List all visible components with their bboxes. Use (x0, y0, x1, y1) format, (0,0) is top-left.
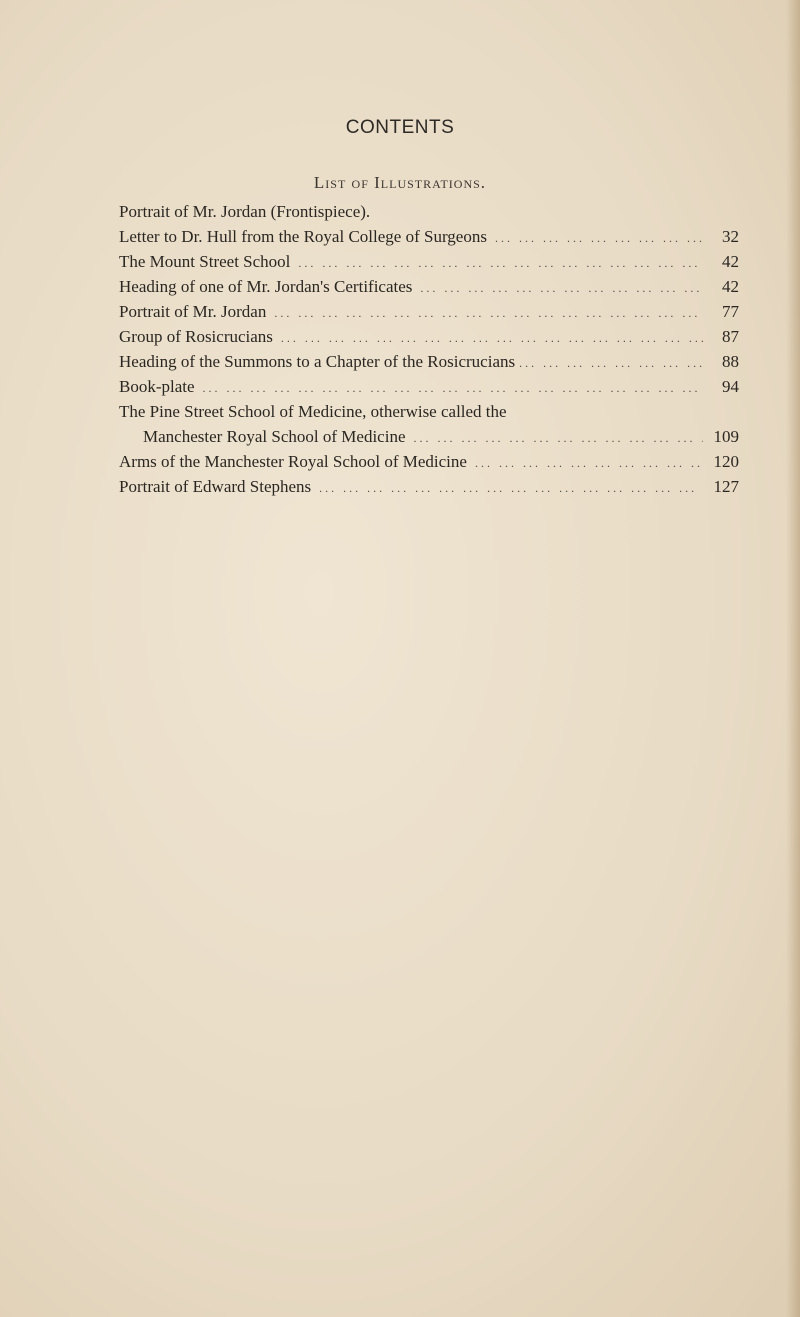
list-item (119, 424, 739, 449)
page-title: CONTENTS (345, 117, 455, 138)
dot-leader (319, 476, 703, 501)
entry-title: Manchester Royal School of Medicine (143, 427, 406, 446)
list-item (119, 399, 739, 424)
list-item (119, 374, 739, 399)
list-item (119, 224, 739, 249)
entry-title: Portrait of Mr. Jordan (119, 302, 267, 321)
entry-title: Portrait of Edward Stephens (119, 477, 312, 496)
entry-title: Arms of the Manchester Royal School of Medicine (119, 452, 467, 471)
entry-page-number: 42 (722, 252, 739, 271)
entry-page-number: 120 (713, 452, 739, 471)
entry-title: Heading of one of Mr. Jordan's Certificates (119, 277, 413, 296)
dot-leader (281, 326, 703, 351)
list-item (119, 199, 739, 224)
entry-page-number: 32 (722, 227, 739, 246)
dot-leader (519, 351, 703, 376)
list-item (119, 449, 739, 474)
illustrations-list (119, 199, 739, 499)
list-item (119, 274, 739, 299)
entry-title: Portrait of Mr. Jordan (Frontispiece). (119, 202, 371, 221)
list-item (119, 349, 739, 374)
dot-leader (203, 376, 703, 401)
entry-page-number: 88 (722, 352, 739, 371)
entry-page-number: 87 (722, 327, 739, 346)
dot-leader (274, 301, 703, 326)
entry-title: Group of Rosicrucians (119, 327, 273, 346)
section-subtitle: List of Illustrations. (313, 173, 487, 192)
list-item (119, 299, 739, 324)
entry-page-number: 94 (722, 377, 739, 396)
dot-leader (495, 226, 703, 251)
entry-page-number: 77 (722, 302, 739, 321)
dot-leader (475, 451, 703, 476)
entry-title: The Mount Street School (119, 252, 291, 271)
dot-leader (298, 251, 703, 276)
list-item (119, 474, 739, 499)
entry-title: Heading of the Summons to a Chapter of the Rosicrucians (119, 352, 516, 371)
dot-leader (420, 276, 703, 301)
entry-page-number: 127 (713, 477, 739, 496)
page-edge-shadow (786, 0, 800, 1317)
list-item (119, 324, 739, 349)
entry-title: Book-plate (119, 377, 195, 396)
dot-leader (414, 426, 704, 451)
entry-title: Letter to Dr. Hull from the Royal College of Surgeons (119, 227, 487, 246)
entry-title: The Pine Street School of Medicine, otherwise called the (119, 402, 507, 421)
entry-page-number: 109 (713, 427, 739, 446)
list-item (119, 249, 739, 274)
entry-page-number: 42 (722, 277, 739, 296)
